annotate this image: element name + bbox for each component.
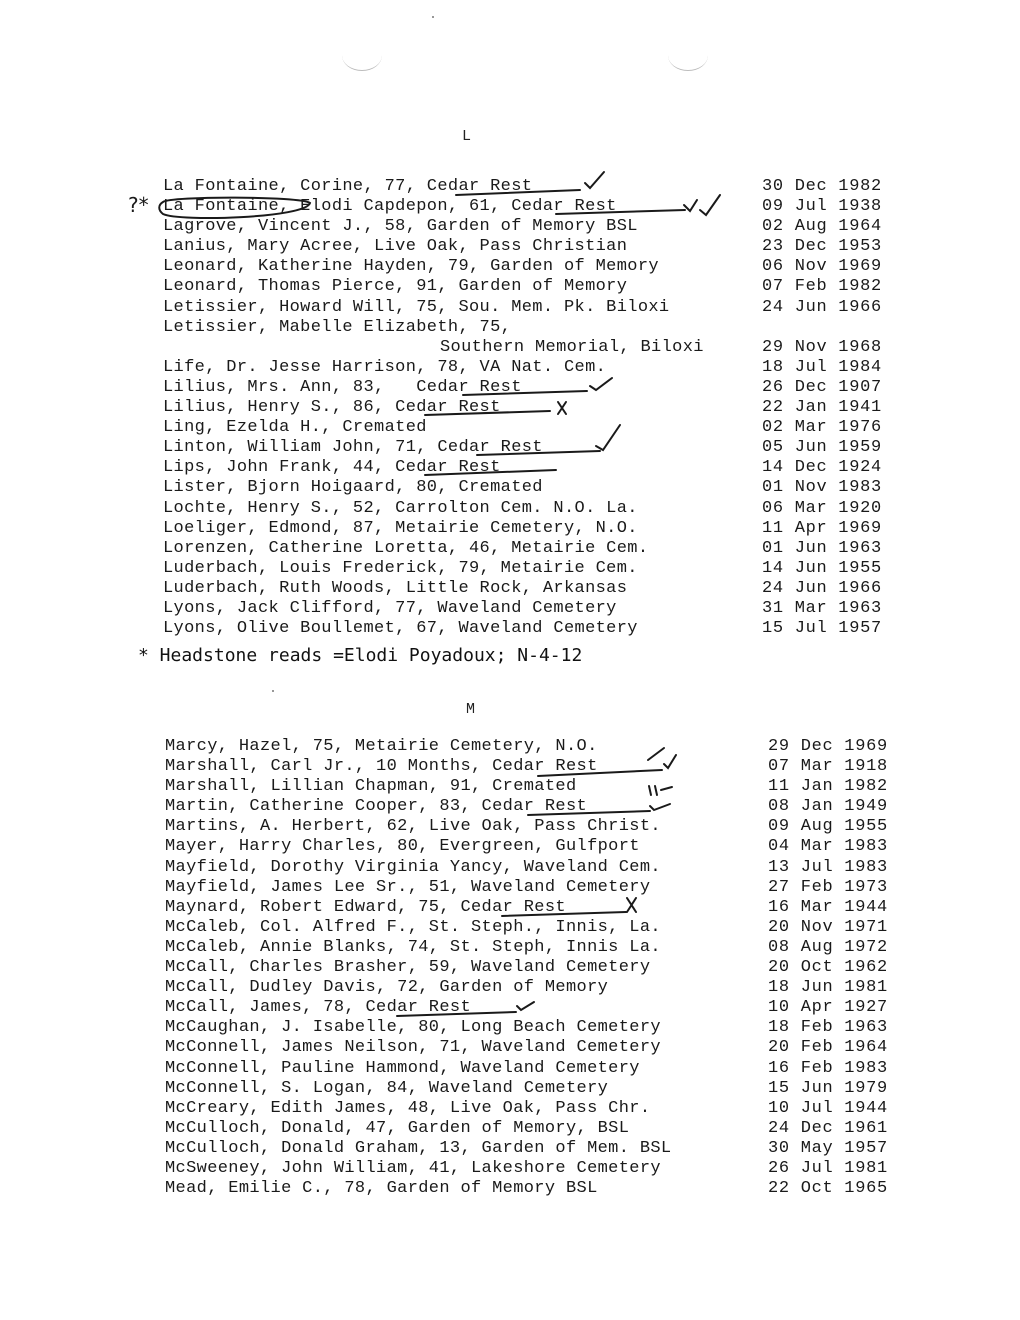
entry-date: 15 Jul 1957 xyxy=(762,619,882,639)
entry-date: 22 Oct 1965 xyxy=(768,1179,888,1199)
entry-text: La Fontaine, Corine, 77, Cedar Rest xyxy=(163,177,533,196)
entry-date: 02 Aug 1964 xyxy=(762,217,882,237)
entry-text: McCall, Dudley Davis, 72, Garden of Memory xyxy=(165,978,609,998)
burial-entry-row xyxy=(0,298,1020,318)
burial-entry-row xyxy=(0,958,1020,978)
burial-entry-row xyxy=(0,438,1020,458)
burial-entry-row xyxy=(0,358,1020,378)
entry-text: Life, Dr. Jesse Harrison, 78, VA Nat. Cem. xyxy=(163,357,607,377)
entry-date: 15 Jun 1979 xyxy=(768,1078,888,1098)
entry-date: 13 Jul 1983 xyxy=(768,857,888,877)
entry-text: McConnell, S. Logan, 84, Waveland Cemetery xyxy=(165,1078,609,1098)
entry-text: McCreary, Edith James, 48, Live Oak, Pass Chr. xyxy=(165,1098,651,1118)
entry-date: 18 Feb 1963 xyxy=(768,1018,888,1038)
entry-text: Lagrove, Vincent J., 58, Garden of Memory BSL xyxy=(163,217,638,237)
entry-date: 11 Apr 1969 xyxy=(762,518,882,538)
entry-text: McCulloch, Donald, 47, Garden of Memory, BSL xyxy=(165,1118,630,1138)
burial-entry-row xyxy=(0,539,1020,559)
entry-text: Lorenzen, Catherine Loretta, 46, Metairie Cem. xyxy=(163,538,649,558)
entry-date: 16 Mar 1944 xyxy=(768,897,888,917)
burial-entry-row xyxy=(0,737,1020,757)
entry-text: Marcy, Hazel, 75, Metairie Cemetery, N.O. xyxy=(165,737,598,756)
burial-entry-row xyxy=(0,1159,1020,1179)
entry-text: Maynard, Robert Edward, 75, Cedar Rest xyxy=(165,897,566,917)
entry-text: Martins, A. Herbert, 62, Live Oak, Pass Christ. xyxy=(165,817,661,837)
entry-date: 10 Apr 1927 xyxy=(768,998,888,1018)
burial-entry-row xyxy=(0,1059,1020,1079)
entry-text: Mead, Emilie C., 78, Garden of Memory BSL xyxy=(165,1179,598,1199)
punch-hole-mark-right xyxy=(668,40,708,71)
burial-entry-row xyxy=(0,817,1020,837)
entry-date: 20 Feb 1964 xyxy=(768,1038,888,1058)
entry-text: Lochte, Henry S., 52, Carrolton Cem. N.O. La. xyxy=(163,498,638,518)
entry-date: 05 Jun 1959 xyxy=(762,438,882,458)
burial-entry-row xyxy=(0,998,1020,1018)
entry-date: 01 Nov 1983 xyxy=(762,478,882,498)
burial-entry-row xyxy=(0,777,1020,797)
entry-text: Lips, John Frank, 44, Cedar Rest xyxy=(163,458,501,478)
burial-entry-row xyxy=(0,837,1020,857)
entry-date: 06 Mar 1920 xyxy=(762,498,882,518)
burial-entry-row xyxy=(0,878,1020,898)
burial-entry-row xyxy=(0,398,1020,418)
burial-entry-row xyxy=(0,1139,1020,1159)
entry-text: McCulloch, Donald Graham, 13, Garden of Mem. BSL xyxy=(165,1138,672,1158)
burial-entry-row xyxy=(0,559,1020,579)
entry-text: Lilius, Mrs. Ann, 83, Cedar Rest xyxy=(163,377,522,397)
entry-date: 29 Nov 1968 xyxy=(762,337,882,357)
entry-date: 24 Jun 1966 xyxy=(762,578,882,598)
entry-date: 24 Jun 1966 xyxy=(762,297,882,317)
entry-text: Lyons, Jack Clifford, 77, Waveland Cemetery xyxy=(163,598,617,618)
burial-entry-row xyxy=(0,499,1020,519)
entry-text: McConnell, James Neilson, 71, Waveland Cemetery xyxy=(165,1038,661,1058)
entry-text: McCaleb, Col. Alfred F., St. Steph., Innis, La. xyxy=(165,917,661,937)
entry-text: Marshall, Lillian Chapman, 91, Cremated xyxy=(165,777,577,797)
entry-date: 30 Dec 1982 xyxy=(762,177,882,196)
burial-entry-row xyxy=(0,1179,1020,1199)
entry-text: McCaughan, J. Isabelle, 80, Long Beach Cemetery xyxy=(165,1018,661,1038)
entry-text: Letissier, Mabelle Elizabeth, 75, xyxy=(163,317,512,337)
section-m-entries xyxy=(0,737,1020,1199)
burial-entry-row xyxy=(0,1079,1020,1099)
burial-entry-row xyxy=(0,898,1020,918)
burial-entry-row xyxy=(0,197,1020,217)
entry-text: Lanius, Mary Acree, Live Oak, Pass Christian xyxy=(163,237,628,257)
section-heading-m: M xyxy=(466,701,476,718)
burial-entry-row xyxy=(0,1099,1020,1119)
scan-speck xyxy=(432,16,434,18)
burial-entry-row xyxy=(0,978,1020,998)
burial-entry-row xyxy=(0,257,1020,277)
entry-text: Luderbach, Ruth Woods, Little Rock, Arkansas xyxy=(163,578,628,598)
entry-text: McCall, Charles Brasher, 59, Waveland Cemetery xyxy=(165,958,651,978)
entry-date: 24 Dec 1961 xyxy=(768,1118,888,1138)
section-heading-l: L xyxy=(462,128,472,145)
burial-entry-row xyxy=(0,619,1020,639)
entry-text: Marshall, Carl Jr., 10 Months, Cedar Rest xyxy=(165,757,598,777)
entry-text: McSweeney, John William, 41, Lakeshore Cemetery xyxy=(165,1158,661,1178)
entry-date: 14 Dec 1924 xyxy=(762,458,882,478)
entry-text: McCaleb, Annie Blanks, 74, St. Steph, Innis La. xyxy=(165,937,661,957)
burial-entry-row xyxy=(0,797,1020,817)
burial-entry-row xyxy=(0,478,1020,498)
burial-entry-row xyxy=(0,938,1020,958)
entry-date: 14 Jun 1955 xyxy=(762,558,882,578)
entry-date: 06 Nov 1969 xyxy=(762,257,882,277)
burial-entry-row xyxy=(0,918,1020,938)
entry-date: 26 Dec 1907 xyxy=(762,377,882,397)
entry-text: Southern Memorial, Biloxi xyxy=(440,337,704,357)
burial-entry-row xyxy=(0,177,1020,197)
entry-text: Lilius, Henry S., 86, Cedar Rest xyxy=(163,398,501,418)
entry-date: 20 Nov 1971 xyxy=(768,917,888,937)
entry-date: 01 Jun 1963 xyxy=(762,538,882,558)
entry-date: 08 Aug 1972 xyxy=(768,937,888,957)
burial-entry-row xyxy=(0,1018,1020,1038)
entry-date: 16 Feb 1983 xyxy=(768,1058,888,1078)
entry-text: Loeliger, Edmond, 87, Metairie Cemetery, N.O. xyxy=(163,518,638,538)
burial-entry-row xyxy=(0,599,1020,619)
entry-date: 26 Jul 1981 xyxy=(768,1158,888,1178)
burial-entry-row xyxy=(0,1038,1020,1058)
burial-entry-row xyxy=(0,757,1020,777)
entry-date: 18 Jun 1981 xyxy=(768,978,888,998)
burial-entry-row xyxy=(0,519,1020,539)
entry-text: Linton, William John, 71, Cedar Rest xyxy=(163,438,543,458)
headstone-footnote: * Headstone reads =Elodi Poyadoux; N-4-12 xyxy=(138,645,583,666)
entry-text: Lyons, Olive Boullemet, 67, Waveland Cemetery xyxy=(163,619,638,639)
entry-date: 07 Feb 1982 xyxy=(762,277,882,297)
entry-date: 10 Jul 1944 xyxy=(768,1098,888,1118)
entry-date: 11 Jan 1982 xyxy=(768,777,888,797)
entry-text: Leonard, Katherine Hayden, 79, Garden of Memory xyxy=(163,257,659,277)
entry-text: Mayer, Harry Charles, 80, Evergreen, Gulfport xyxy=(165,837,640,857)
entry-date: 18 Jul 1984 xyxy=(762,357,882,377)
entry-text: Ling, Ezelda H., Cremated xyxy=(163,418,427,438)
entry-text: La Fontaine, Elodi Capdepon, 61, Cedar Rest xyxy=(163,197,617,217)
burial-entry-row xyxy=(0,1119,1020,1139)
burial-entry-row xyxy=(0,378,1020,398)
scan-speck xyxy=(272,690,274,692)
entry-text: Mayfield, Dorothy Virginia Yancy, Waveland Cem. xyxy=(165,857,661,877)
entry-date: 08 Jan 1949 xyxy=(768,797,888,817)
burial-entry-row xyxy=(0,458,1020,478)
entry-date: 02 Mar 1976 xyxy=(762,418,882,438)
entry-text: Mayfield, James Lee Sr., 51, Waveland Cemetery xyxy=(165,877,651,897)
entry-date: 07 Mar 1918 xyxy=(768,757,888,777)
entry-text: Leonard, Thomas Pierce, 91, Garden of Memory xyxy=(163,277,628,297)
entry-date: 30 May 1957 xyxy=(768,1138,888,1158)
burial-entry-row xyxy=(0,418,1020,438)
entry-text: Letissier, Howard Will, 75, Sou. Mem. Pk. Biloxi xyxy=(163,297,670,317)
entry-text: Martin, Catherine Cooper, 83, Cedar Rest xyxy=(165,797,588,817)
entry-text: Luderbach, Louis Frederick, 79, Metairie Cem. xyxy=(163,558,638,578)
entry-date: 23 Dec 1953 xyxy=(762,237,882,257)
burial-entry-row xyxy=(0,237,1020,257)
punch-hole-mark-left xyxy=(342,40,382,71)
burial-entry-row xyxy=(0,858,1020,878)
entry-date: 22 Jan 1941 xyxy=(762,398,882,418)
burial-entry-row xyxy=(0,318,1020,338)
burial-entry-row xyxy=(0,277,1020,297)
burial-entry-row xyxy=(0,579,1020,599)
entry-date: 09 Jul 1938 xyxy=(762,197,882,217)
entry-date: 29 Dec 1969 xyxy=(768,737,888,756)
burial-entry-row xyxy=(0,217,1020,237)
section-l-entries xyxy=(0,177,1020,639)
entry-date: 20 Oct 1962 xyxy=(768,958,888,978)
entry-date: 27 Feb 1973 xyxy=(768,877,888,897)
entry-text: McConnell, Pauline Hammond, Waveland Cemetery xyxy=(165,1058,640,1078)
entry-date: 09 Aug 1955 xyxy=(768,817,888,837)
burial-entry-row xyxy=(0,338,1020,358)
entry-text: McCall, James, 78, Cedar Rest xyxy=(165,998,471,1018)
margin-question-mark: ?* xyxy=(128,193,149,217)
entry-date: 04 Mar 1983 xyxy=(768,837,888,857)
entry-text: Lister, Bjorn Hoigaard, 80, Cremated xyxy=(163,478,543,498)
entry-date: 31 Mar 1963 xyxy=(762,598,882,618)
